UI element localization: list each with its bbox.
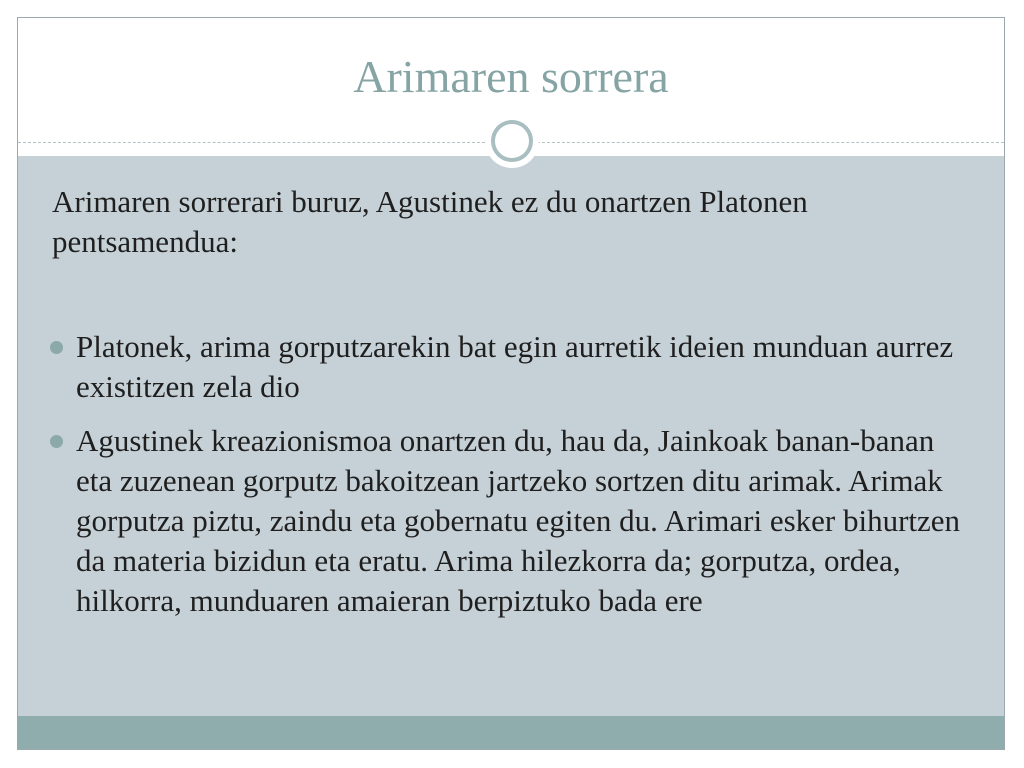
- list-item: [48, 421, 968, 621]
- bullet-text: Platonek, arima gorputzarekin bat egin aurretik ideien munduan aurrez existitzen zela dio: [76, 329, 954, 404]
- ring-inner: [491, 120, 533, 162]
- slide-title: Arimaren sorrera: [353, 51, 669, 102]
- list-item: [48, 327, 968, 407]
- ring-icon: [485, 114, 539, 168]
- slide: [17, 17, 1005, 750]
- bullet-dot-icon: [50, 341, 63, 354]
- bullet-text: Agustinek kreazionismoa onartzen du, hau da, Jainkoak banan-banan eta zuzenean gorputz bakoitzean jartzeko sortzen ditu arimak. Arimak gorputza piztu, zaindu eta gobernatu egiten du. Arimari esker bihurtzen da materia bizidun eta eratu. Arima hilezkorra da; gorputza, ordea, hilkorra, munduaren amaieran berpiztuko bada ere: [76, 423, 961, 618]
- intro-text: Arimaren sorrerari buruz, Agustinek ez du onartzen Platonen pentsamendua:: [52, 184, 808, 259]
- bullet-dot-icon: [50, 435, 63, 448]
- footer-band: [18, 716, 1004, 750]
- bullet-list: [48, 327, 968, 635]
